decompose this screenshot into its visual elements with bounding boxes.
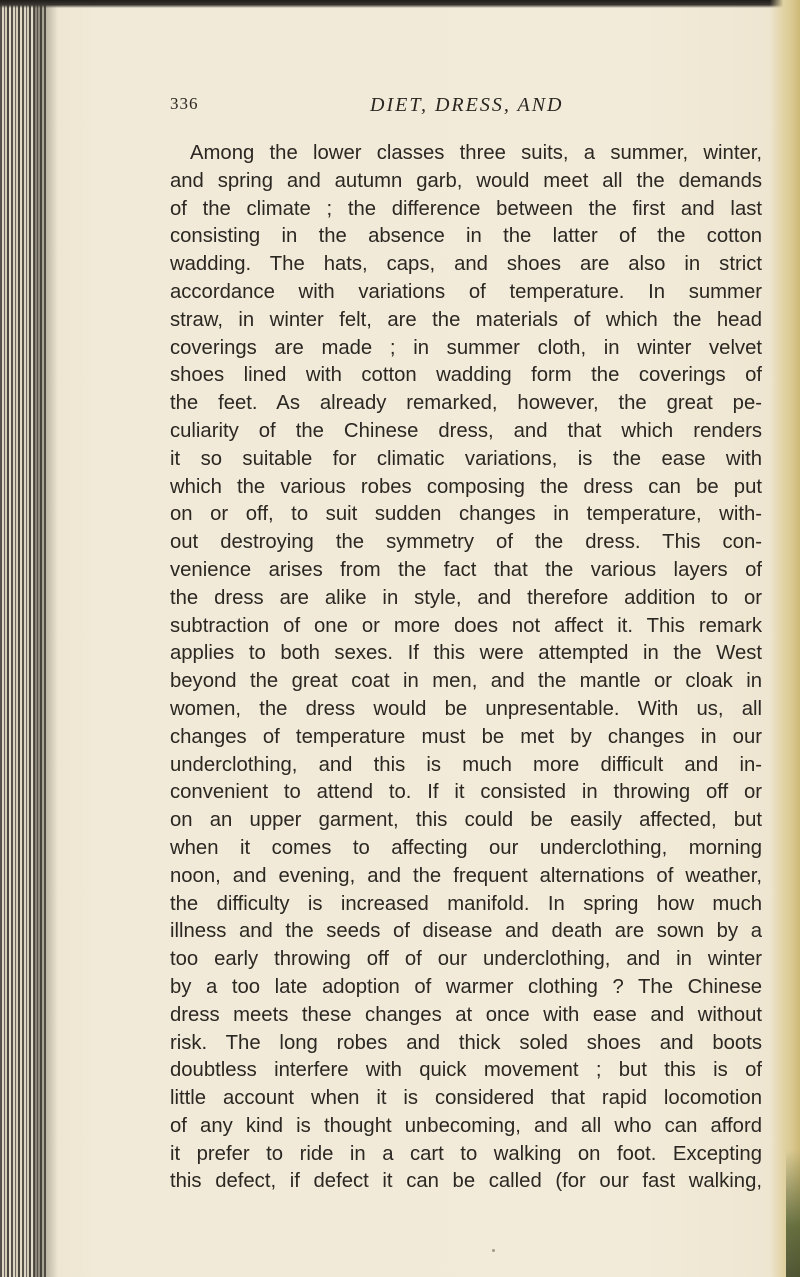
text-line: on an upper garment, this could be easily affected, but: [170, 809, 762, 832]
page-number: 336: [170, 94, 199, 113]
text-line: wadding. The hats, caps, and shoes are also in strict: [170, 253, 762, 276]
text-line: Among the lower classes three suits, a summer, winter,: [190, 142, 762, 164]
text-line: it prefer to ride in a cart to walking on foot. Excepting: [170, 1142, 762, 1165]
text-line: which the various robes composing the dress can be put: [170, 475, 762, 498]
text-line: coverings are made ; in summer cloth, in winter velvet: [170, 336, 762, 359]
right-edge-stain: [770, 0, 800, 1277]
text-line: applies to both sexes. If this were attempted in the West: [170, 642, 762, 665]
top-edge-shadow: [0, 0, 800, 8]
text-line: on or off, to suit sudden changes in temperature, with-: [170, 503, 762, 526]
text-line: risk. The long robes and thick soled shoes and boots: [170, 1031, 762, 1054]
text-line: subtraction of one or more does not affect it. This remark: [170, 614, 762, 637]
text-line: women, the dress would be unpresentable. With us, all: [170, 697, 762, 720]
text-line: the dress are alike in style, and therefore addition to or: [170, 586, 762, 609]
text-line: by a too late adoption of warmer clothing ? The Chinese: [170, 975, 762, 998]
text-line: of the climate ; the difference between the first and last: [170, 197, 762, 220]
text-line: this defect, if defect it can be called (for our fast walking,: [170, 1170, 762, 1193]
text-line: out destroying the symmetry of the dress. This con-: [170, 531, 762, 554]
text-line: beyond the great coat in men, and the mantle or cloak in: [170, 670, 762, 693]
text-line: shoes lined with cotton wadding form the coverings of: [170, 364, 762, 387]
text-line: illness and the seeds of disease and death are sown by a: [170, 920, 762, 943]
gutter-shadow: [34, 0, 58, 1277]
body-text: [170, 140, 762, 1196]
paper-speck: [492, 1249, 495, 1252]
text-line: underclothing, and this is much more difficult and in-: [170, 753, 762, 776]
text-line: when it comes to affecting our underclothing, morning: [170, 836, 762, 859]
text-line: little account when it is considered that rapid locomotion: [170, 1087, 762, 1110]
text-line: straw, in winter felt, are the materials of which the head: [170, 308, 762, 331]
text-line: consisting in the absence in the latter of the cotton: [170, 225, 762, 248]
text-line: too early throwing off of our underclothing, and in winter: [170, 948, 762, 971]
running-head: DIET, DRESS, AND: [370, 94, 564, 116]
text-line: dress meets these changes at once with ease and without: [170, 1003, 762, 1026]
text-line: noon, and evening, and the frequent alternations of weather,: [170, 864, 762, 887]
text-line: doubtless interfere with quick movement ; but this is of: [170, 1059, 762, 1082]
corner-stain: [786, 1150, 800, 1277]
text-line: it so suitable for climatic variations, is the ease with: [170, 447, 762, 470]
text-line: culiarity of the Chinese dress, and that which renders: [170, 419, 762, 442]
text-line: convenient to attend to. If it consisted in throwing off or: [170, 781, 762, 804]
text-line: of any kind is thought unbecoming, and all who can afford: [170, 1114, 762, 1137]
text-line: changes of temperature must be met by changes in our: [170, 725, 762, 748]
page-header: [170, 94, 770, 124]
text-line: venience arises from the fact that the various layers of: [170, 558, 762, 581]
text-line: and spring and autumn garb, would meet all the demands: [170, 169, 762, 192]
text-line: the difficulty is increased manifold. In spring how much: [170, 892, 762, 915]
text-line: the feet. As already remarked, however, the great pe-: [170, 392, 762, 415]
text-line: accordance with variations of temperature. In summer: [170, 280, 762, 303]
